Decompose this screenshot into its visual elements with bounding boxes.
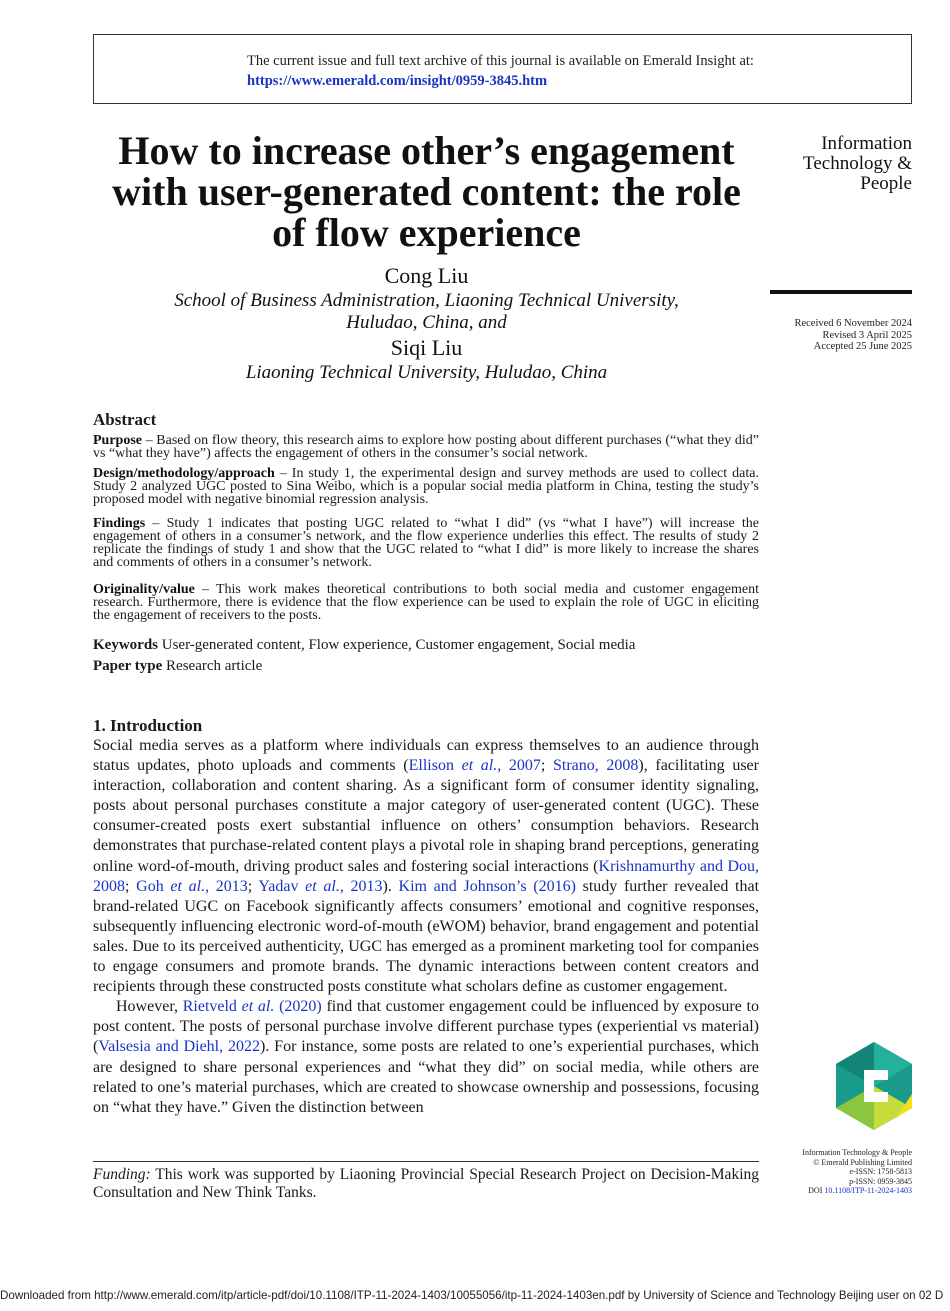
emerald-logo-icon xyxy=(836,1042,912,1130)
accepted-date: Accepted 25 June 2025 xyxy=(813,341,912,352)
citation-author: Ellison xyxy=(408,757,462,775)
journal-name xyxy=(770,134,912,194)
text-run: ; xyxy=(540,757,553,775)
footnote-divider xyxy=(93,1161,759,1162)
citation-link[interactable]: Krishnamurthy and Dou, 2008 xyxy=(93,857,760,895)
archive-notice-text: The current issue and full text archive of this journal is available on Emerald Insight at: xyxy=(247,53,754,69)
pub-pissn: p-ISSN: 0959-3845 xyxy=(849,1176,912,1186)
abstract-originality xyxy=(93,583,759,622)
introduction-heading: 1. Introduction xyxy=(93,716,203,735)
received-date: Received 6 November 2024 xyxy=(794,318,912,329)
author-affiliation: Huludao, China, and xyxy=(346,312,507,333)
keywords xyxy=(93,636,759,654)
citation-author: Goh xyxy=(136,877,171,895)
citation-link[interactable]: Kim and Johnson’s (2016) xyxy=(398,877,576,895)
purpose-label: Purpose xyxy=(93,433,142,448)
design-text: – In study 1, the experimental design and survey methods are used to collect data. Study 2 analyzed UGC posted to Sina Weibo, which is a popular social media platform in China, testing the study’s proposed model with negative binomial regression analysis. xyxy=(93,466,759,507)
keywords-text: User-generated content, Flow experience, Customer engagement, Social media xyxy=(158,637,636,653)
citation-etal: et al. xyxy=(170,877,206,895)
citation-etal: et al. xyxy=(461,757,498,775)
citation-etal: et al. xyxy=(305,877,340,895)
funding-text: This work was supported by Liaoning Provincial Special Research Project on Decision-Making Consultation and New Think Tanks. xyxy=(93,1166,759,1201)
paper-type-text: Research article xyxy=(162,658,263,674)
findings-text: – Study 1 indicates that posting UGC related to “what I did” (vs “what I have”) will increase the engagement of others in a consumer’s network, and the flow experience underlies this effect. The results of study 2 replicate the findings of study 1 and show that the UGC related to “what I did” is more likely to increase the shares and comments of others in a consumer’s network. xyxy=(93,516,759,570)
text-run: study further revealed that brand-related UGC on Facebook significantly affects consumers’ emotional and cognitive responses, subsequently influencing electronic word-of-mouth (eWOM) behavior, brand engagement and potential sales. Due to its perceived authenticity, UGC has emerged as a prominent marketing tool for companies to engage consumers and promote brands. The dynamic interactions between content creators and recipients through these constructed posts constitute what scholars define as customer engagement. xyxy=(93,877,760,996)
originality-label: Originality/value xyxy=(93,582,195,597)
paper-type xyxy=(93,657,759,675)
citation-link[interactable]: Valsesia and Diehl, 2022 xyxy=(98,1038,260,1056)
purpose-text: – Based on flow theory, this research aims to explore how posting about different purchases (“what they did” vs “what they have”) affects the engagement of others in the consumer’s social network. xyxy=(93,433,759,461)
citation-link[interactable] xyxy=(258,878,382,895)
pub-copyright: © Emerald Publishing Limited xyxy=(813,1157,912,1167)
text-run: ; xyxy=(125,877,137,895)
author-name: Cong Liu xyxy=(384,263,469,288)
text-run: ; xyxy=(247,877,259,895)
download-note: Downloaded from http://www.emerald.com/itp/article-pdf/doi/10.1108/ITP-11-2024-1403/10055056/itp-11-2024-1403en.pdf by University of Science and Technology Beijing user on 02 D xyxy=(0,1289,944,1302)
doi-link[interactable]: 10.1108/ITP-11-2024-1403 xyxy=(824,1186,912,1195)
text-run: ). xyxy=(382,877,399,895)
keywords-label: Keywords xyxy=(93,637,158,653)
findings-label: Findings xyxy=(93,516,146,531)
text-run: ), facilitating user interaction, collaboration and content sharing. As a significant form of consumer identity signaling, posts about personal purchases constitute a major category of user-generated content (UGC). These consumer-created posts exert substantial influence on others’ consumption behaviors. Research demonstrates that purchase-related content plays a pivotal role in shaping brand perceptions, generating online word-of-mouth, driving product sales and fostering social interactions ( xyxy=(93,757,759,875)
author-affiliation: Liaoning Technical University, Huludao, China xyxy=(245,362,608,383)
revised-date: Revised 3 April 2025 xyxy=(822,329,912,341)
pub-eissn: e-ISSN: 1758-5813 xyxy=(849,1167,912,1176)
journal-archive-notice xyxy=(93,34,912,104)
abstract-heading: Abstract xyxy=(93,410,157,429)
abstract-design xyxy=(93,467,759,506)
text-run: find that customer engagement could be influenced by exposure to post content. The posts of personal purchase involve different purchase types (experiential vs material) ( xyxy=(93,998,760,1056)
text-run: However, xyxy=(116,998,183,1016)
doi-label: DOI xyxy=(808,1186,825,1195)
citation-link[interactable] xyxy=(183,998,322,1015)
citation-link[interactable] xyxy=(136,878,248,895)
text-run: ). For instance, some posts are related to one’s experiential purchases, which are designed to share personal experiences and “what they did” on social media, while others are related to one’s material purchases, which are created to showcase ownership and possessions, focusing on “what they have.” Given the distinction between xyxy=(93,1038,760,1116)
pub-doi xyxy=(760,1186,912,1196)
author-name: Siqi Liu xyxy=(390,335,463,360)
paper-type-label: Paper type xyxy=(93,658,163,674)
citation-year: , 2013 xyxy=(205,877,248,895)
abstract-purpose xyxy=(93,434,759,460)
citation-year: (2020) xyxy=(274,998,322,1016)
citation-year: , 2013 xyxy=(339,877,383,895)
journal-name-line: Technology & xyxy=(803,153,912,174)
citation-author: Yadav xyxy=(258,877,306,895)
introduction-body xyxy=(93,736,759,1118)
paragraph xyxy=(93,736,759,997)
funding-footnote xyxy=(93,1166,759,1202)
article-dates xyxy=(760,318,912,353)
journal-divider xyxy=(770,290,912,294)
citation-link[interactable] xyxy=(409,757,541,774)
journal-name-line: People xyxy=(860,173,912,194)
pub-journal: Information Technology & People xyxy=(802,1148,912,1157)
author-affiliation: School of Business Administration, Liaoning Technical University, xyxy=(174,290,679,311)
citation-year: , 2007 xyxy=(497,757,541,775)
text-run: Social media serves as a platform where individuals can express themselves to an audience through status updates, photo uploads and comments ( xyxy=(93,737,759,775)
article-title: How to increase other’s engagement with user-generated content: the role of flow experience xyxy=(112,128,741,255)
design-label: Design/methodology/approach xyxy=(93,466,275,481)
paragraph xyxy=(93,997,759,1118)
publication-info xyxy=(760,1148,912,1196)
abstract-findings xyxy=(93,517,759,569)
citation-etal: et al. xyxy=(241,998,275,1016)
funding-label: Funding: xyxy=(93,1166,151,1183)
originality-text: – This work makes theoretical contributions to both social media and customer engagement research. Furthermore, there is evidence that the flow experience can be used to explain the role of UGC in eliciting the engagement of receivers to the posts. xyxy=(93,582,759,623)
citation-link[interactable]: Strano, 2008 xyxy=(552,757,639,775)
citation-author: Rietveld xyxy=(182,998,242,1016)
journal-url-link[interactable]: https://www.emerald.com/insight/0959-3845.htm xyxy=(247,73,548,89)
journal-name-line: Information xyxy=(821,133,912,154)
